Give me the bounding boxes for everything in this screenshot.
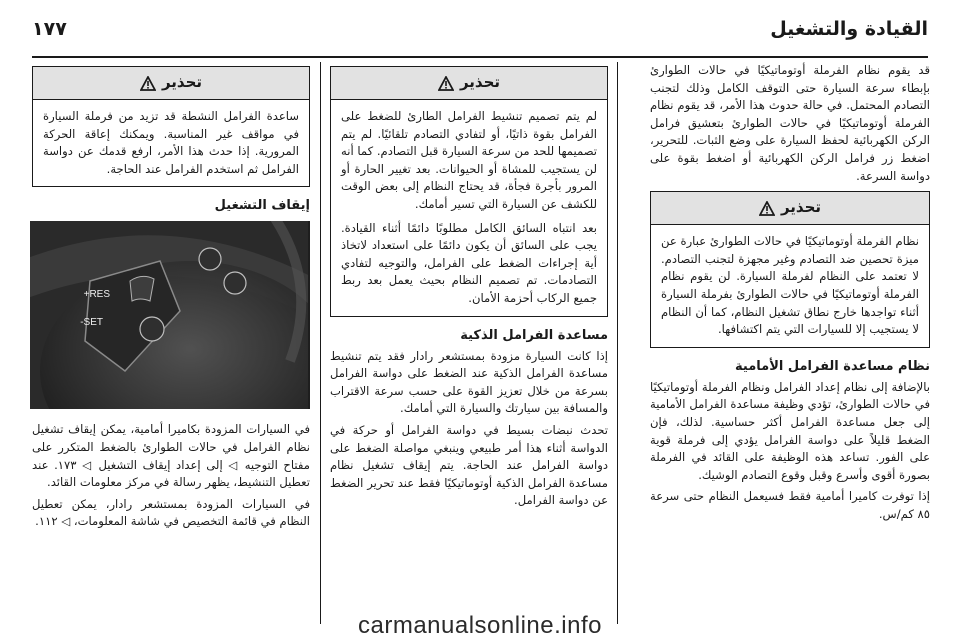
warning-triangle-icon [759, 201, 775, 216]
section-heading: إيقاف التشغيل [214, 198, 310, 214]
res-plus-label: RES+ [83, 289, 110, 301]
warning-body [331, 100, 607, 316]
steering-button[interactable] [224, 272, 246, 294]
column-divider [617, 62, 618, 624]
column-divider [320, 62, 321, 624]
warning-label: تحذير [780, 198, 822, 217]
body-paragraph: إذا كانت السيارة مزودة بمستشعر رادار فقد يتم تنشيط مساعدة الفرامل الذكية عند الضغط على دواسة الفرامل بسرعة من خلال تعزيز القوة على حسب سرعة الاقتراب والمسافة بين سيارتك والسيارة التي أمامك. [330, 348, 608, 416]
body-paragraph: تحدث نبضات بسيط في دواسة الفرامل أو حركة في الدواسة أثناء هذا أمر طبيعي وينبغي مواصلة الضغط على دواسة الفرامل عند الحاجة. يتم إيقاف تشغيل نظام مساعدة الفرامل الذكية أوتوماتيكيًا فقط عند تحرير الضغط عن دواسة الفرامل. [330, 422, 608, 508]
warning-body [651, 225, 929, 347]
watermark-text: carmanualsonline.info [358, 612, 602, 639]
warning-box [32, 66, 310, 187]
header-rule [32, 56, 928, 58]
warning-box [650, 191, 930, 348]
warning-body [33, 100, 309, 186]
warning-header [331, 67, 607, 100]
section-heading: مساعدة الفرامل الذكية [460, 327, 608, 343]
body-paragraph: إذا توفرت كاميرا أمامية فقط فسيعمل النظام حتى سرعة ٨٥ كم/س. [650, 489, 930, 521]
steering-wheel-photo [30, 221, 310, 409]
page-header [32, 18, 928, 48]
warning-label: تحذير [459, 73, 501, 92]
section-heading: نظام مساعدة الفرامل الأمامية [735, 358, 930, 374]
set-minus-label: SET- [80, 317, 103, 329]
warning-triangle-icon [438, 76, 454, 91]
warning-text: ساعدة الفرامل النشطة قد تزيد من فرملة السيارة في مواقف غير المناسبة. ويمكنك إعاقة الحركة المرورية. إذا حدث هذا الأمر، ارفع قدمك عن دواسة الفرامل ثم استخدم الفرامل عند الحاجة. [43, 109, 299, 176]
cruise-control-button[interactable] [140, 317, 164, 341]
middle-column [330, 62, 608, 514]
body-paragraph: في السيارات المزودة بكاميرا أمامية، يمكن إيقاف تشغيل نظام الفرامل في حالات الطوارئ بالضغط المتكرر على مفتاح التوجيه ◁ إلى إعداد إيقاف التشغيل ◁ ١٧٣. عند تعطيل التنشيط، يظهر رسالة في مركز معلومات القائد. [32, 422, 311, 490]
section-title: القيادة والتشغيل [770, 18, 928, 40]
warning-text: نظام الفرملة أوتوماتيكيًا في حالات الطوارئ عبارة عن ميزة تحصين ضد التصادم وغير مجهزة لتجنب التصادم. لا تعتمد على النظام لفرملة السيارة. لن يقوم نظام الفرملة أوتوماتيكيًا في حالات الطوارئ بفرملة السيارة أثناء تواجدها خارج نطاق تشغيل النظام، كما أن النظام لا يستجيب إلا للسيارات التي يتم اكتشافها. [661, 234, 919, 337]
right-column [650, 62, 930, 527]
steering-wheel-illustration [30, 221, 308, 409]
warning-box [330, 66, 608, 317]
intro-paragraph: قد يقوم نظام الفرملة أوتوماتيكيًا في حالات الطوارئ بإبطاء سرعة السيارة حتى التوقف الكامل وذلك لتجنب التصادم المحتمل. في حالة حدوث هذا الأمر، قد يقوم نظام الفرملة أوتوماتيكيًا في حالات الطوارئ بتعشيق فرامل الركن الكهربائية لحفظ السيارة على وضع الثبات. للتحرير، اضغط زر فرامل الركن الكهربائية أو اضغط بقوة على دواسة السرعة. [650, 63, 930, 183]
body-paragraph: في السيارات المزودة بمستشعر رادار، يمكن تعطيل النظام في قائمة التخصيص في شاشة المعلومات، ◁ ١١٢. [32, 496, 310, 529]
warning-triangle-icon [140, 76, 156, 91]
steering-button[interactable] [199, 248, 221, 270]
warning-header [651, 192, 929, 225]
left-column [32, 62, 310, 535]
warning-text: لم يتم تصميم تنشيط الفرامل الطارئ للضغط على الفرامل بقوة ذاتيًا، أو لتفادي التصادم تلقائيًا. لم يتم تصميمها للحد من سرعة السيارة قبل التصادم. كما أنه لن يستجيب للمشاة أو الحيوانات. بعد تغيير الحارة أو المرور بأجرة فجأة، قد يحتاج النظام إلى بعض الوقت للكشف عن السيارة التي تسير أمامك. [341, 109, 597, 211]
page-number: ١٧٧ [32, 18, 67, 40]
warning-label: تحذير [161, 73, 203, 92]
warning-text: بعد انتباه السائق الكامل مطلوبًا دائمًا أثناء القيادة. يجب على السائق أن يكون دائمًا على استعداد لاتخاذ أية إجراءات الضغط على الفرامل، والتوجيه لتفادي التصادمات. تم تصميم النظام بحيث يعمل بعد ربط جميع الركاب أحزمة الأمان. [341, 220, 597, 305]
body-paragraph: بالإضافة إلى نظام إعداد الفرامل ونظام الفرملة أوتوماتيكيًا في حالات الطوارئ، تؤدي وظيفة مساعدة الفرامل الأمامية إلى جعل مساعدة الفرامل أكثر حساسية. لذلك، فإن الضغط قليلاً على دواسة الفرامل يؤدي إلى فرملة قوية على الفور. تساعد هذه الوظيفة على القائد في الفرملة بصورة أقوى وأسرع وقبل وقوع التصادم الوشيك. [650, 379, 930, 482]
warning-header [33, 67, 309, 100]
